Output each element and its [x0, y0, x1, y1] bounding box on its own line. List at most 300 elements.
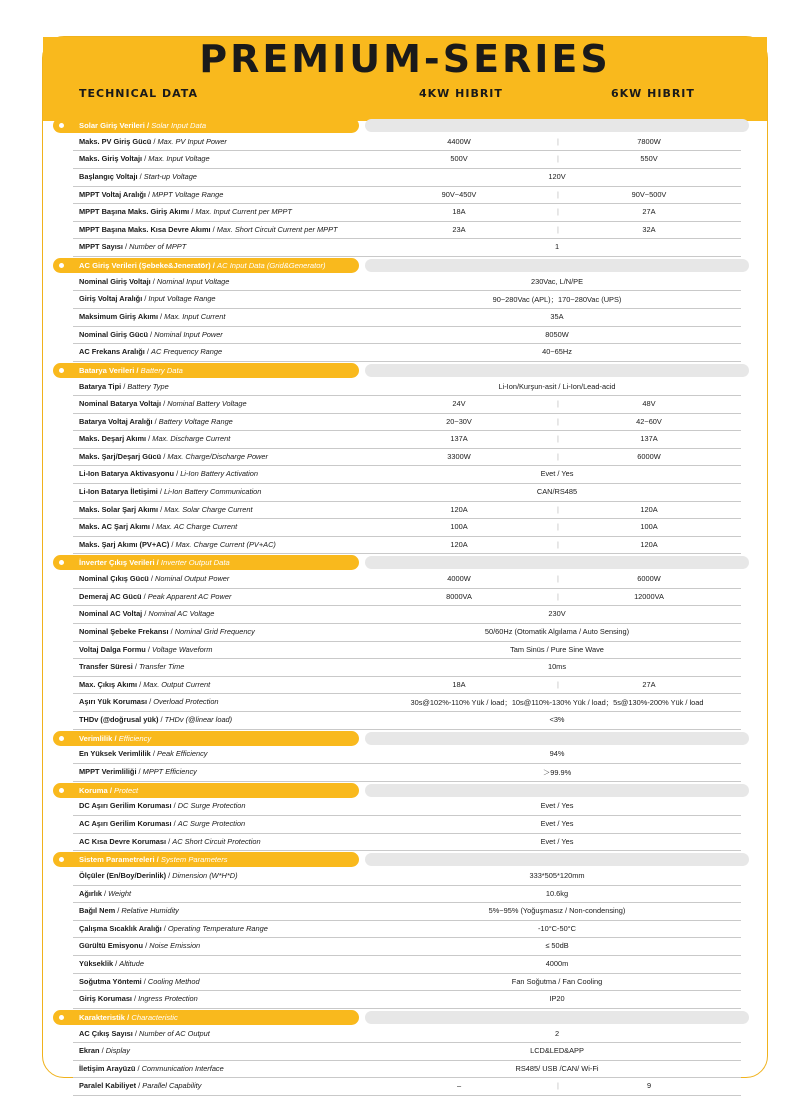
section-title-tr: AC Giriş Verileri (Şebeke&Jeneratör): [79, 260, 211, 270]
row-value-shared: 50/60Hz (Otomatik Algılama / Auto Sensing): [484, 627, 630, 637]
section-header: [43, 730, 767, 747]
column-divider: |: [557, 574, 559, 584]
column-divider: |: [557, 154, 559, 164]
row-label: Çalışma Sıcaklık Aralığı / Operating Temperature Range: [79, 923, 268, 933]
row-label: İletişim Arayüzü / Communication Interface: [79, 1063, 224, 1073]
table-row: [73, 151, 741, 169]
row-label-tr: Başlangıç Voltajı: [79, 171, 138, 181]
table-row: [73, 519, 741, 537]
row-label: Nominal AC Voltaj / Nominal AC Voltage: [79, 609, 215, 619]
row-label-en: THDv (@linear load): [164, 715, 233, 724]
row-value-4kw: 3300W: [447, 451, 471, 461]
row-value-shared: 10ms: [547, 662, 567, 672]
row-label-tr: Maks. Deşarj Akımı: [79, 434, 147, 444]
section-bar: [365, 853, 749, 866]
section-title: Batarya Verileri / Battery Data: [79, 365, 183, 375]
spec-table: [43, 117, 767, 1096]
row-label-en: MPPT Voltage Range: [152, 189, 224, 199]
table-row: [73, 274, 741, 292]
row-label-en: Dimension (W*H*D): [172, 870, 238, 880]
row-label-tr: AC Çıkış Sayısı: [79, 1028, 133, 1038]
row-value-shared: <3%: [549, 715, 565, 724]
row-label: Giriş Koruması / Ingress Protection: [79, 994, 198, 1004]
row-value-shared: 230V: [548, 609, 566, 619]
row-label: AC Çıkış Sayısı / Number of AC Output: [79, 1028, 210, 1038]
table-row: [73, 921, 741, 939]
row-label: Paralel Kabiliyet / Parallel Capability: [79, 1081, 202, 1091]
row-label-tr: Maks. Giriş Voltajı: [79, 154, 143, 164]
table-row: [73, 642, 741, 660]
row-value-shared: 2: [554, 1028, 560, 1038]
section-bar: [365, 119, 749, 132]
section-header: [43, 257, 767, 274]
row-label: MPPT Başına Maks. Giriş Akımı / Max. Input Current per MPPT: [79, 207, 292, 217]
row-label: Maks. AC Şarj Akımı / Max. AC Charge Current: [79, 522, 238, 532]
row-value-6kw: 120A: [640, 504, 658, 514]
table-row: [73, 956, 741, 974]
row-value-shared: ≤ 50dB: [545, 941, 569, 951]
row-value-shared: LCD&LED&APP: [530, 1046, 584, 1056]
column-divider: |: [557, 207, 559, 217]
row-label: Li-Ion Batarya İletişimi / Li-Ion Battery Communication: [79, 487, 262, 497]
section-title: Koruma / Protect: [79, 785, 139, 795]
section-title-en: Efficiency: [118, 733, 152, 743]
row-label-en: Input Voltage Range: [148, 294, 216, 304]
section-pill: [53, 258, 359, 273]
row-label-en: Nominal Input Power: [154, 329, 223, 339]
row-value-4kw: 23A: [452, 224, 466, 234]
row-label-tr: Voltaj Dalga Formu: [79, 644, 146, 654]
table-row: [73, 1061, 741, 1079]
table-row: [73, 834, 741, 852]
table-row: [73, 659, 741, 677]
row-label: Ağırlık / Weight: [79, 888, 132, 898]
row-value-shared: Li-Ion/Kurşun-asit / Li-Ion/Lead-acid: [498, 381, 616, 391]
table-row: [73, 903, 741, 921]
section-title-en: Battery Data: [140, 365, 183, 375]
section-title-tr: Sistem Parametreleri: [79, 855, 155, 865]
spec-sheet: [42, 36, 768, 1091]
table-row: [73, 746, 741, 764]
bullet-icon: [59, 857, 64, 862]
row-label: Ekran / Display: [79, 1046, 130, 1056]
row-label-en: Nominal Grid Frequency: [174, 627, 255, 637]
table-row: [73, 431, 741, 449]
section-header: [43, 362, 767, 379]
row-label-tr: Ölçüler (En/Boy/Derinlik): [79, 870, 167, 880]
section-title-en: System Parameters: [160, 855, 228, 865]
section-bar: [365, 556, 749, 569]
page-title: PREMIUM-SERIES: [199, 37, 611, 81]
row-value-6kw: 27A: [642, 679, 656, 689]
row-label: MPPT Başına Maks. Kısa Devre Akımı / Max. Short Circuit Current per MPPT: [79, 224, 338, 234]
row-label-en: Max. Input Current: [164, 311, 226, 321]
row-value-4kw: 137A: [450, 434, 468, 444]
row-label: Li-Ion Batarya Aktivasyonu / Li-Ion Battery Activation: [79, 469, 258, 479]
row-value-4kw: 8000VA: [446, 591, 472, 601]
row-label-tr: Nominal Giriş Voltajı: [79, 276, 151, 286]
row-value-4kw: 100A: [450, 522, 468, 532]
row-value-6kw: 6000W: [637, 451, 661, 461]
row-label: Ölçüler (En/Boy/Derinlik) / Dimension (W*H*D): [79, 870, 238, 880]
row-label: Maks. PV Giriş Gücü / Max. PV Input Power: [79, 136, 227, 146]
row-label: Nominal Şebeke Frekansı / Nominal Grid Frequency: [79, 627, 255, 637]
row-value-shared: Evet / Yes: [540, 836, 574, 846]
row-label-en: Transfer Time: [139, 662, 185, 672]
row-label-en: Max. Solar Charge Current: [164, 504, 253, 514]
row-label-en: Weight: [108, 888, 132, 898]
row-value-6kw: 7800W: [637, 136, 661, 146]
section-bar: [365, 259, 749, 272]
table-row: [73, 868, 741, 886]
row-value-shared: Evet / Yes: [540, 801, 574, 811]
row-label-tr: Maks. Şarj/Deşarj Gücü: [79, 451, 162, 461]
row-label: Nominal Batarya Voltajı / Nominal Battery Voltage: [79, 399, 247, 409]
column-divider: |: [557, 136, 559, 146]
row-value-shared: Evet / Yes: [540, 469, 574, 479]
table-row: [73, 327, 741, 345]
section-title-en: Inverter Output Data: [160, 558, 230, 568]
row-label-tr: İletişim Arayüzü: [79, 1063, 136, 1073]
row-label-en: Battery Voltage Range: [158, 416, 233, 426]
row-label-tr: MPPT Verimliliği: [79, 766, 137, 776]
row-value-6kw: 27A: [642, 207, 656, 217]
table-row: [73, 187, 741, 205]
section-title: Solar Giriş Verileri / Solar Input Data: [79, 121, 207, 130]
row-label-en: AC Frequency Range: [151, 347, 223, 357]
column-divider: |: [557, 416, 559, 426]
table-row: [73, 694, 741, 712]
row-value-4kw: 120A: [450, 504, 468, 514]
row-label-en: Nominal Output Power: [155, 574, 230, 584]
bullet-icon: [59, 560, 64, 565]
row-label-tr: Max. Çıkış Akımı: [79, 679, 138, 689]
row-value-shared: ＞99.9%: [542, 767, 572, 777]
row-label-en: Relative Humidity: [121, 906, 179, 916]
row-value-6kw: 90V~500V: [631, 189, 667, 199]
section-bar: [365, 732, 749, 745]
table-row: [73, 537, 741, 555]
section-pill: [53, 852, 359, 867]
row-value-shared: 4000m: [545, 958, 569, 968]
section-header: [43, 1009, 767, 1026]
section-title-tr: Solar Giriş Verileri: [79, 121, 145, 130]
row-value-6kw: 9: [646, 1081, 652, 1091]
row-label-tr: Yükseklik: [79, 958, 114, 968]
row-label-en: Display: [105, 1046, 130, 1056]
row-label: Gürültü Emisyonu / Noise Emission: [79, 941, 201, 951]
section-title: İnverter Çıkış Verileri / Inverter Output Data: [79, 558, 230, 568]
row-value-6kw: 137A: [640, 434, 658, 444]
row-label: AC Frekans Aralığı / AC Frequency Range: [79, 347, 223, 357]
row-value-shared: Evet / Yes: [540, 818, 574, 828]
row-value-shared: 5%~95% (Yoğuşmasız / Non-condensing): [488, 906, 626, 916]
row-value-6kw: 32A: [642, 224, 656, 234]
row-label-tr: Batarya Tipi: [79, 381, 122, 391]
row-label-tr: Ekran: [79, 1046, 100, 1056]
row-label: Demeraj AC Gücü / Peak Apparent AC Power: [79, 591, 232, 601]
section-title: Sistem Parametreleri / System Parameters: [79, 855, 228, 865]
row-label: Bağıl Nem / Relative Humidity: [79, 906, 179, 916]
section-title: Verimlilik / Efficiency: [79, 733, 152, 743]
column-divider: |: [557, 399, 559, 409]
row-label-tr: Batarya Voltaj Aralığı: [79, 416, 153, 426]
row-value-shared: 230Vac, L/N/PE: [530, 276, 584, 286]
technical-data-label: TECHNICAL DATA: [79, 87, 198, 100]
row-label: Maks. Giriş Voltajı / Max. Input Voltage: [79, 154, 210, 164]
row-value-4kw: 4400W: [447, 136, 471, 146]
row-label: Başlangıç Voltajı / Start-up Voltage: [79, 171, 197, 181]
row-label-en: Peak Apparent AC Power: [147, 591, 232, 601]
row-value-shared: RS485/ USB /CAN/ Wi-Fi: [515, 1063, 599, 1073]
row-label-tr: Li-Ion Batarya Aktivasyonu: [79, 469, 175, 479]
row-label-tr: Maksimum Giriş Akımı: [79, 311, 158, 321]
section-bar: [365, 784, 749, 797]
section-pill: [53, 1010, 359, 1025]
table-row: [73, 1026, 741, 1044]
row-label: Giriş Voltaj Aralığı / Input Voltage Range: [79, 294, 216, 304]
column-divider: |: [557, 539, 559, 549]
row-value-6kw: 120A: [640, 539, 658, 549]
table-row: [73, 169, 741, 187]
row-value-shared: IP20: [549, 994, 565, 1004]
row-label: Maksimum Giriş Akımı / Max. Input Current: [79, 311, 226, 321]
row-label-tr: AC Aşırı Gerilim Koruması: [79, 818, 172, 828]
section-title-tr: Karakteristik: [79, 1012, 126, 1022]
section-title: AC Giriş Verileri (Şebeke&Jeneratör) / AC Input Data (Grid&Generator): [79, 260, 326, 270]
row-label-en: Li-Ion Battery Activation: [180, 469, 258, 479]
row-label-en: Battery Type: [127, 381, 169, 391]
row-label-tr: THDv (@doğrusal yük): [79, 715, 159, 724]
table-row: [73, 1043, 741, 1061]
row-label-tr: Giriş Koruması: [79, 994, 132, 1004]
row-label-en: Max. Short Circuit Current per MPPT: [216, 224, 338, 234]
row-label-en: Number of MPPT: [129, 242, 187, 252]
row-label-tr: MPPT Voltaj Aralığı: [79, 189, 146, 199]
row-label: Max. Çıkış Akımı / Max. Output Current: [79, 679, 211, 689]
section-title-en: Characteristic: [131, 1012, 178, 1022]
row-label-en: Voltage Waveform: [151, 644, 213, 654]
table-row: [73, 764, 741, 782]
row-label-en: Start-up Voltage: [143, 171, 197, 181]
bullet-icon: [59, 123, 64, 128]
row-label-tr: Nominal Şebeke Frekansı: [79, 627, 169, 637]
row-label-en: Li-Ion Battery Communication: [164, 487, 262, 497]
row-value-4kw: 500V: [450, 154, 468, 164]
section-bar: [365, 364, 749, 377]
table-row: [73, 291, 741, 309]
row-value-4kw: –: [456, 1081, 462, 1091]
row-value-shared: 333*505*120mm: [529, 870, 585, 880]
row-label-en: AC Surge Protection: [177, 818, 246, 828]
table-row: [73, 589, 741, 607]
row-label-en: Altitude: [119, 958, 144, 968]
table-row: [73, 624, 741, 642]
table-row: [73, 677, 741, 695]
row-value-4kw: 4000W: [447, 574, 471, 584]
column-divider: |: [557, 522, 559, 532]
row-label: Yükseklik / Altitude: [79, 958, 144, 968]
section-header: [43, 117, 767, 134]
row-value-4kw: 18A: [452, 207, 466, 217]
table-row: [73, 239, 741, 257]
row-label: Batarya Voltaj Aralığı / Battery Voltage Range: [79, 416, 233, 426]
row-value-6kw: 12000VA: [634, 591, 664, 601]
table-row: [73, 991, 741, 1009]
row-value-6kw: 100A: [640, 522, 658, 532]
table-row: [73, 712, 741, 730]
row-value-shared: Fan Soğutma / Fan Cooling: [511, 976, 603, 986]
row-label-tr: AC Frekans Aralığı: [79, 347, 145, 357]
row-label-en: Cooling Method: [147, 976, 200, 986]
row-value-4kw: 24V: [452, 399, 466, 409]
section-pill: [53, 731, 359, 746]
row-value-shared: 35A: [550, 311, 564, 321]
row-label-tr: Nominal Batarya Voltajı: [79, 399, 162, 409]
section-header: [43, 851, 767, 868]
table-row: [73, 379, 741, 397]
table-row: [73, 396, 741, 414]
section-header: [43, 782, 767, 799]
table-row: [73, 134, 741, 152]
table-row: [73, 938, 741, 956]
row-value-6kw: 48V: [642, 399, 656, 409]
column-divider: |: [557, 224, 559, 234]
row-label-en: MPPT Efficiency: [142, 766, 197, 776]
table-row: [73, 466, 741, 484]
row-value-6kw: 550V: [640, 154, 658, 164]
row-label-tr: Gürültü Emisyonu: [79, 941, 144, 951]
section-title-tr: Koruma: [79, 785, 108, 795]
table-row: [73, 798, 741, 816]
row-value-shared: 30s@102%-110% Yük / load；10s@110%-130% Yük / load；5s@130%-200% Yük / load: [410, 698, 704, 708]
column-divider: |: [557, 591, 559, 601]
row-label-tr: DC Aşırı Gerilim Koruması: [79, 801, 172, 811]
row-label-tr: Maks. Solar Şarj Akımı: [79, 504, 159, 514]
table-row: [73, 502, 741, 520]
row-label: AC Aşırı Gerilim Koruması / AC Surge Protection: [79, 818, 246, 828]
table-row: [73, 606, 741, 624]
section-header: [43, 554, 767, 571]
table-row: [73, 484, 741, 502]
row-value-4kw: 120A: [450, 539, 468, 549]
column-divider: |: [557, 1081, 559, 1091]
row-label-en: Max. Charge Current (PV+AC): [175, 539, 276, 549]
row-label-tr: Maks. Şarj Akımı (PV+AC): [79, 539, 170, 549]
row-label: MPPT Voltaj Aralığı / MPPT Voltage Range: [79, 189, 224, 199]
row-label-tr: En Yüksek Verimlilik: [79, 749, 151, 759]
section-pill: [53, 363, 359, 378]
row-label-en: Number of AC Output: [139, 1028, 210, 1038]
row-label-en: AC Short Circuit Protection: [172, 836, 261, 846]
row-label-tr: Aşırı Yük Koruması: [79, 697, 148, 707]
column-divider: |: [557, 504, 559, 514]
row-label-en: Max. Discharge Current: [152, 434, 231, 444]
table-row: [73, 886, 741, 904]
row-label-en: Max. Input Current per MPPT: [195, 207, 292, 217]
row-label: Soğutma Yöntemi / Cooling Method: [79, 976, 200, 986]
row-label: Voltaj Dalga Formu / Voltage Waveform: [79, 644, 213, 654]
bullet-icon: [59, 1015, 64, 1020]
column-divider: |: [557, 189, 559, 199]
row-label-en: Communication Interface: [141, 1063, 224, 1073]
row-label-tr: MPPT Sayısı: [79, 242, 123, 252]
bullet-icon: [59, 368, 64, 373]
row-label-tr: Çalışma Sıcaklık Aralığı: [79, 923, 162, 933]
row-label-tr: MPPT Başına Maks. Giriş Akımı: [79, 207, 190, 217]
row-value-shared: 8050W: [545, 329, 569, 339]
row-label-tr: Nominal AC Voltaj: [79, 609, 143, 619]
row-value-shared: Tam Sinüs / Pure Sine Wave: [510, 644, 604, 654]
row-label-en: Nominal Input Voltage: [156, 276, 230, 286]
row-label: Nominal Çıkış Gücü / Nominal Output Power: [79, 574, 230, 584]
row-label-tr: Ağırlık: [79, 888, 102, 898]
section-title: Karakteristik / Characteristic: [79, 1012, 178, 1022]
row-label-tr: Nominal Giriş Gücü: [79, 329, 148, 339]
section-title-tr: Verimlilik: [79, 733, 113, 743]
row-label: DC Aşırı Gerilim Koruması / DC Surge Protection: [79, 801, 246, 811]
row-label-tr: Paralel Kabiliyet: [79, 1081, 137, 1091]
table-row: [73, 974, 741, 992]
row-label-tr: Demeraj AC Gücü: [79, 591, 142, 601]
bullet-icon: [59, 263, 64, 268]
row-value-4kw: 20~30V: [446, 416, 472, 426]
row-value-6kw: 6000W: [637, 574, 661, 584]
row-value-shared: 94%: [549, 749, 565, 759]
table-row: [73, 309, 741, 327]
section-title-en: Solar Input Data: [151, 121, 207, 130]
row-label-tr: Maks. PV Giriş Gücü: [79, 136, 152, 146]
row-label: AC Kısa Devre Koruması / AC Short Circuit Protection: [79, 836, 261, 846]
table-row: [73, 414, 741, 432]
row-label-tr: AC Kısa Devre Koruması: [79, 836, 167, 846]
row-label: Nominal Giriş Voltajı / Nominal Input Voltage: [79, 276, 230, 286]
row-label-en: Ingress Protection: [138, 994, 198, 1004]
row-label-en: Max. Input Voltage: [148, 154, 210, 164]
section-title-tr: İnverter Çıkış Verileri: [79, 558, 155, 568]
row-value-shared: -10°C-50°C: [538, 923, 576, 933]
row-value-shared: 120V: [548, 171, 566, 181]
row-label: Transfer Süresi / Transfer Time: [79, 662, 185, 672]
section-pill: [53, 555, 359, 570]
row-label-tr: MPPT Başına Maks. Kısa Devre Akımı: [79, 224, 211, 234]
bullet-icon: [59, 788, 64, 793]
row-label: Nominal Giriş Gücü / Nominal Input Power: [79, 329, 223, 339]
row-label-en: Nominal Battery Voltage: [167, 399, 247, 409]
table-row: [73, 571, 741, 589]
row-label: Batarya Tipi / Battery Type: [79, 381, 169, 391]
section-bar: [365, 1011, 749, 1024]
section-title-en: AC Input Data (Grid&Generator): [217, 260, 326, 270]
row-label: Maks. Şarj Akımı (PV+AC) / Max. Charge Current (PV+AC): [79, 539, 276, 549]
row-label: Maks. Deşarj Akımı / Max. Discharge Current: [79, 434, 231, 444]
column-divider: |: [557, 679, 559, 689]
column-divider: |: [557, 451, 559, 461]
row-label-en: DC Surge Protection: [177, 801, 246, 811]
row-label-en: Max. PV Input Power: [157, 136, 227, 146]
table-row: [73, 344, 741, 362]
row-value-shared: CAN/RS485: [536, 487, 578, 497]
row-label-en: Overload Protection: [153, 697, 219, 707]
row-label-en: Nominal AC Voltage: [148, 609, 215, 619]
row-value-shared: 90~280Vac (APL)；170~280Vac (UPS): [492, 295, 622, 305]
section-title-tr: Batarya Verileri: [79, 365, 135, 375]
table-row: [73, 816, 741, 834]
row-value-shared: 40~65Hz: [542, 347, 572, 357]
row-label-en: Operating Temperature Range: [167, 923, 268, 933]
row-label: Maks. Solar Şarj Akımı / Max. Solar Charge Current: [79, 504, 253, 514]
table-row: [73, 222, 741, 240]
